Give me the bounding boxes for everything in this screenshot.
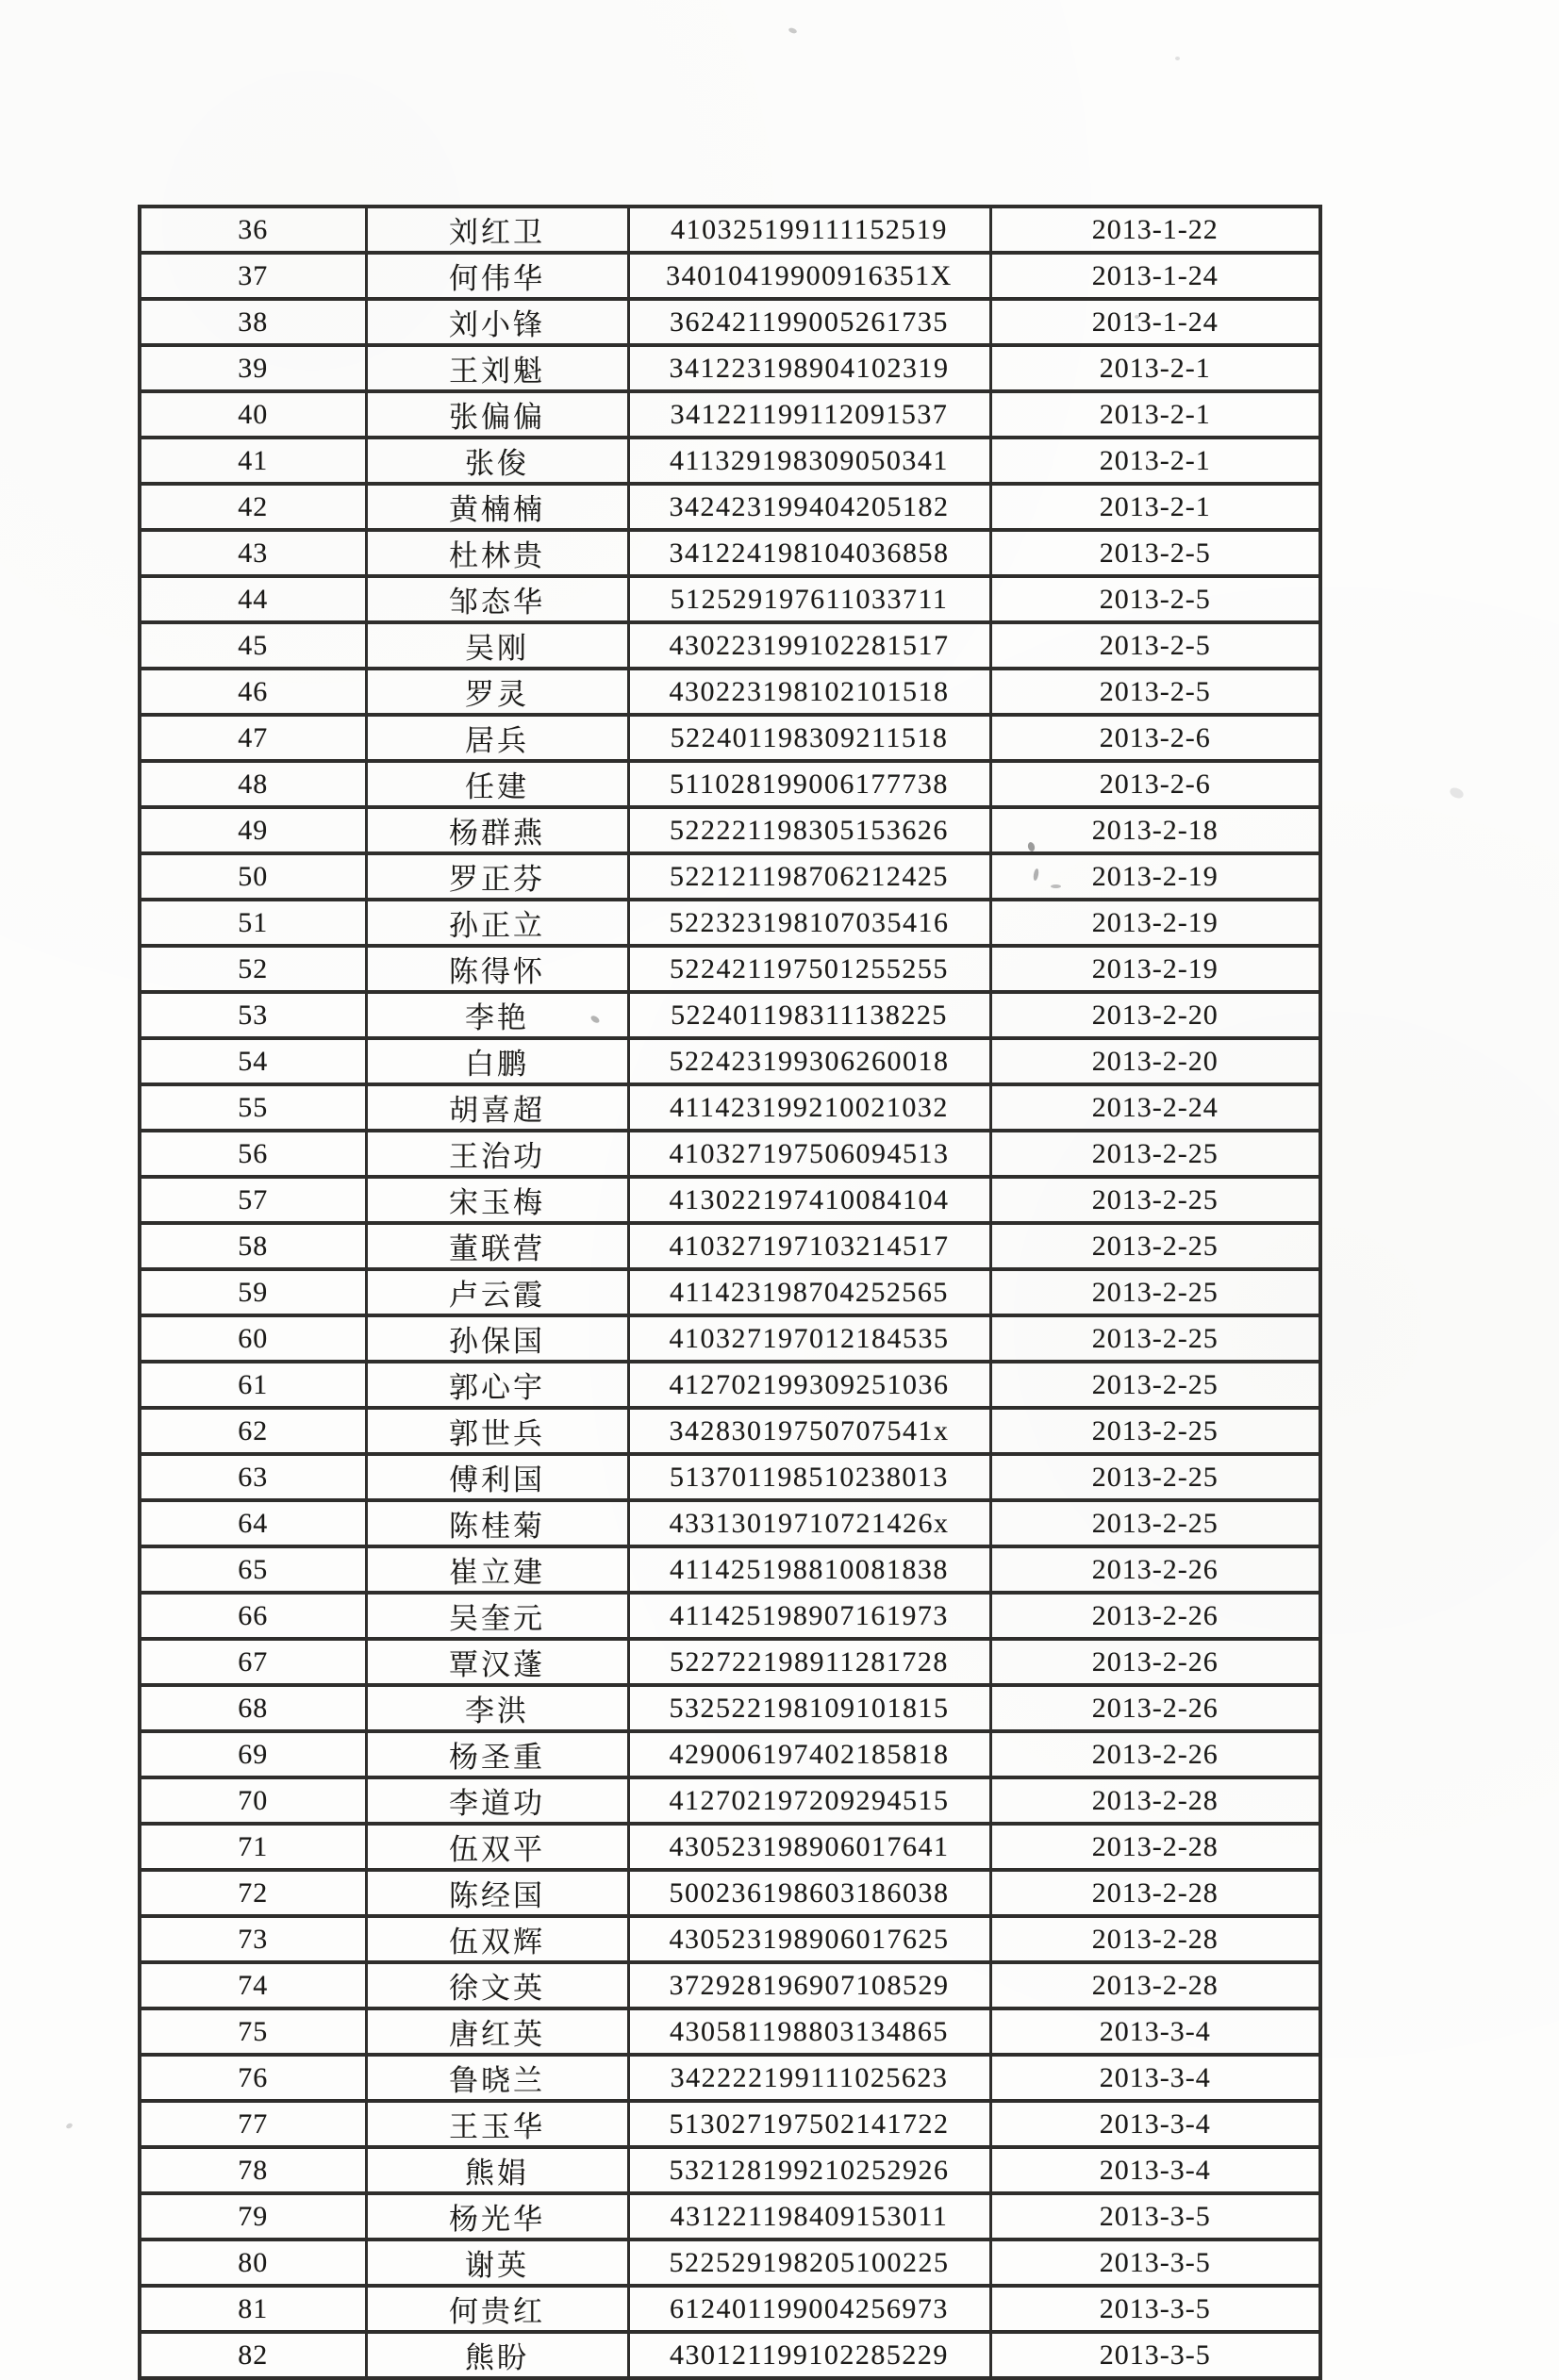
cell-date: 2013-2-25 [990,1500,1320,1546]
cell-date: 2013-2-25 [990,1131,1320,1177]
cell-no: 78 [140,2147,366,2193]
cell-name: 杨群燕 [366,807,628,853]
cell-date: 2013-3-5 [990,2286,1320,2332]
cell-no: 82 [140,2332,366,2378]
cell-no: 39 [140,345,366,391]
table-row [140,438,1320,484]
cell-date: 2013-2-26 [990,1685,1320,1731]
cell-date: 2013-1-24 [990,299,1320,345]
table-row [140,1962,1320,2008]
cell-id: 411423198704252565 [628,1269,990,1315]
cell-date: 2013-2-6 [990,715,1320,761]
cell-date: 2013-2-1 [990,438,1320,484]
cell-name: 王玉华 [366,2101,628,2147]
table-row [140,2193,1320,2240]
table-row [140,2147,1320,2193]
cell-id: 522323198107035416 [628,900,990,946]
table-row [140,345,1320,391]
cell-id: 410327197012184535 [628,1315,990,1362]
cell-no: 43 [140,530,366,576]
cell-date: 2013-1-22 [990,207,1320,253]
cell-date: 2013-2-19 [990,900,1320,946]
cell-id: 522421197501255255 [628,946,990,992]
cell-date: 2013-3-5 [990,2332,1320,2378]
cell-name: 李道功 [366,1777,628,1824]
cell-name: 郭心宇 [366,1362,628,1408]
table-row [140,761,1320,807]
cell-name: 张偏偏 [366,391,628,438]
cell-no: 56 [140,1131,366,1177]
cell-id: 511028199006177738 [628,761,990,807]
table-row [140,1269,1320,1315]
cell-name: 张俊 [366,438,628,484]
table-row [140,1131,1320,1177]
cell-date: 2013-3-5 [990,2240,1320,2286]
cell-no: 52 [140,946,366,992]
cell-no: 76 [140,2055,366,2101]
cell-no: 61 [140,1362,366,1408]
scan-speck [65,2123,74,2130]
cell-date: 2013-2-28 [990,1824,1320,1870]
cell-name: 陈经国 [366,1870,628,1916]
cell-date: 2013-2-1 [990,345,1320,391]
table-row [140,2286,1320,2332]
cell-date: 2013-2-26 [990,1593,1320,1639]
cell-name: 孙保国 [366,1315,628,1362]
cell-name: 陈桂菊 [366,1500,628,1546]
cell-id: 522221198305153626 [628,807,990,853]
cell-id: 411425198907161973 [628,1593,990,1639]
records-body [140,207,1320,2378]
cell-id: 342222199111025623 [628,2055,990,2101]
table-row [140,253,1320,299]
cell-no: 75 [140,2008,366,2055]
cell-date: 2013-2-20 [990,992,1320,1038]
cell-id: 34283019750707541x [628,1408,990,1454]
cell-date: 2013-2-26 [990,1546,1320,1593]
cell-date: 2013-2-5 [990,622,1320,669]
cell-no: 67 [140,1639,366,1685]
cell-name: 孙正立 [366,900,628,946]
cell-no: 36 [140,207,366,253]
cell-date: 2013-2-25 [990,1362,1320,1408]
cell-name: 胡喜超 [366,1084,628,1131]
cell-no: 49 [140,807,366,853]
cell-no: 42 [140,484,366,530]
cell-id: 412702197209294515 [628,1777,990,1824]
cell-no: 41 [140,438,366,484]
cell-no: 60 [140,1315,366,1362]
table-row [140,1177,1320,1223]
table-row [140,1038,1320,1084]
cell-id: 522121198706212425 [628,853,990,900]
cell-date: 2013-3-4 [990,2008,1320,2055]
cell-date: 2013-2-28 [990,1870,1320,1916]
cell-date: 2013-2-5 [990,530,1320,576]
cell-name: 罗正芬 [366,853,628,900]
cell-id: 411423199210021032 [628,1084,990,1131]
cell-name: 郭世兵 [366,1408,628,1454]
table-row [140,1777,1320,1824]
cell-id: 341224198104036858 [628,530,990,576]
cell-no: 57 [140,1177,366,1223]
cell-name: 覃汉蓬 [366,1639,628,1685]
scan-speck [1449,785,1466,800]
cell-name: 谢英 [366,2240,628,2286]
table-row [140,299,1320,345]
cell-id: 532522198109101815 [628,1685,990,1731]
cell-date: 2013-2-28 [990,1777,1320,1824]
table-row [140,992,1320,1038]
table-row [140,484,1320,530]
cell-no: 68 [140,1685,366,1731]
cell-name: 吴刚 [366,622,628,669]
cell-date: 2013-2-18 [990,807,1320,853]
cell-name: 李洪 [366,1685,628,1731]
cell-no: 64 [140,1500,366,1546]
cell-no: 66 [140,1593,366,1639]
cell-date: 2013-2-1 [990,484,1320,530]
cell-date: 2013-2-25 [990,1177,1320,1223]
cell-date: 2013-2-19 [990,946,1320,992]
cell-date: 2013-2-26 [990,1639,1320,1685]
cell-no: 62 [140,1408,366,1454]
table-row [140,1639,1320,1685]
cell-no: 44 [140,576,366,622]
cell-date: 2013-3-4 [990,2101,1320,2147]
cell-date: 2013-2-25 [990,1269,1320,1315]
table-row [140,1824,1320,1870]
table-row [140,853,1320,900]
cell-date: 2013-2-25 [990,1223,1320,1269]
table-row [140,1916,1320,1962]
cell-name: 伍双平 [366,1824,628,1870]
table-row [140,2008,1320,2055]
cell-no: 69 [140,1731,366,1777]
table-row [140,807,1320,853]
cell-date: 2013-1-24 [990,253,1320,299]
cell-no: 71 [140,1824,366,1870]
table-row [140,946,1320,992]
cell-date: 2013-2-25 [990,1315,1320,1362]
cell-date: 2013-2-28 [990,1962,1320,2008]
scan-speck [788,27,797,35]
cell-date: 2013-3-4 [990,2055,1320,2101]
cell-no: 48 [140,761,366,807]
cell-name: 杨光华 [366,2193,628,2240]
cell-name: 伍双辉 [366,1916,628,1962]
cell-name: 王治功 [366,1131,628,1177]
cell-name: 邹态华 [366,576,628,622]
cell-id: 34010419900916351X [628,253,990,299]
cell-no: 50 [140,853,366,900]
table-row [140,1084,1320,1131]
cell-id: 342423199404205182 [628,484,990,530]
cell-id: 410325199111152519 [628,207,990,253]
cell-date: 2013-2-25 [990,1408,1320,1454]
table-row [140,669,1320,715]
table-row [140,1731,1320,1777]
table-row [140,530,1320,576]
cell-name: 崔立建 [366,1546,628,1593]
cell-id: 522423199306260018 [628,1038,990,1084]
cell-id: 522401198311138225 [628,992,990,1038]
cell-no: 79 [140,2193,366,2240]
table-row [140,1593,1320,1639]
table-row [140,207,1320,253]
cell-date: 2013-2-1 [990,391,1320,438]
table-row [140,2055,1320,2101]
cell-name: 傅利国 [366,1454,628,1500]
cell-date: 2013-2-26 [990,1731,1320,1777]
cell-id: 362421199005261735 [628,299,990,345]
cell-date: 2013-2-28 [990,1916,1320,1962]
cell-no: 53 [140,992,366,1038]
table-row [140,1223,1320,1269]
cell-name: 陈得怀 [366,946,628,992]
cell-id: 410327197103214517 [628,1223,990,1269]
table-row [140,900,1320,946]
cell-id: 430581198803134865 [628,2008,990,2055]
records-table [138,205,1322,2380]
table-row [140,2240,1320,2286]
cell-id: 522401198309211518 [628,715,990,761]
cell-id: 429006197402185818 [628,1731,990,1777]
cell-name: 徐文英 [366,1962,628,2008]
cell-name: 黄楠楠 [366,484,628,530]
cell-name: 杨圣重 [366,1731,628,1777]
cell-no: 70 [140,1777,366,1824]
cell-date: 2013-2-24 [990,1084,1320,1131]
cell-id: 431221198409153011 [628,2193,990,2240]
cell-no: 77 [140,2101,366,2147]
cell-date: 2013-2-5 [990,576,1320,622]
cell-id: 430121199102285229 [628,2332,990,2378]
cell-no: 47 [140,715,366,761]
cell-id: 532128199210252926 [628,2147,990,2193]
cell-no: 81 [140,2286,366,2332]
cell-id: 612401199004256973 [628,2286,990,2332]
table-row [140,715,1320,761]
cell-id: 413022197410084104 [628,1177,990,1223]
cell-no: 40 [140,391,366,438]
cell-id: 430223199102281517 [628,622,990,669]
cell-date: 2013-2-20 [990,1038,1320,1084]
cell-id: 412702199309251036 [628,1362,990,1408]
cell-no: 73 [140,1916,366,1962]
cell-id: 341223198904102319 [628,345,990,391]
table-row [140,2101,1320,2147]
cell-id: 430223198102101518 [628,669,990,715]
table-row [140,1870,1320,1916]
cell-name: 唐红英 [366,2008,628,2055]
cell-id: 430523198906017625 [628,1916,990,1962]
cell-id: 522529198205100225 [628,2240,990,2286]
cell-no: 55 [140,1084,366,1131]
cell-no: 63 [140,1454,366,1500]
cell-id: 500236198603186038 [628,1870,990,1916]
cell-no: 46 [140,669,366,715]
cell-date: 2013-2-5 [990,669,1320,715]
cell-id: 372928196907108529 [628,1962,990,2008]
cell-name: 刘红卫 [366,207,628,253]
cell-id: 43313019710721426x [628,1500,990,1546]
cell-name: 何伟华 [366,253,628,299]
cell-id: 341221199112091537 [628,391,990,438]
cell-id: 512529197611033711 [628,576,990,622]
cell-id: 513701198510238013 [628,1454,990,1500]
table-row [140,2332,1320,2378]
table-row [140,1500,1320,1546]
cell-id: 513027197502141722 [628,2101,990,2147]
cell-name: 卢云霞 [366,1269,628,1315]
cell-name: 居兵 [366,715,628,761]
cell-name: 杜林贵 [366,530,628,576]
cell-date: 2013-2-6 [990,761,1320,807]
cell-no: 58 [140,1223,366,1269]
cell-name: 宋玉梅 [366,1177,628,1223]
cell-name: 李艳 [366,992,628,1038]
cell-name: 罗灵 [366,669,628,715]
cell-name: 任建 [366,761,628,807]
table-row [140,1362,1320,1408]
cell-date: 2013-2-25 [990,1454,1320,1500]
cell-no: 54 [140,1038,366,1084]
cell-no: 74 [140,1962,366,2008]
cell-name: 王刘魁 [366,345,628,391]
cell-name: 刘小锋 [366,299,628,345]
cell-id: 410327197506094513 [628,1131,990,1177]
cell-name: 董联营 [366,1223,628,1269]
cell-name: 何贵红 [366,2286,628,2332]
cell-no: 59 [140,1269,366,1315]
table-row [140,622,1320,669]
scan-speck [1175,57,1180,60]
cell-no: 45 [140,622,366,669]
table-row [140,1454,1320,1500]
cell-name: 吴奎元 [366,1593,628,1639]
cell-id: 430523198906017641 [628,1824,990,1870]
table-row [140,391,1320,438]
cell-date: 2013-3-4 [990,2147,1320,2193]
cell-no: 80 [140,2240,366,2286]
table-row [140,1408,1320,1454]
cell-no: 37 [140,253,366,299]
cell-id: 411329198309050341 [628,438,990,484]
cell-date: 2013-2-19 [990,853,1320,900]
cell-date: 2013-3-5 [990,2193,1320,2240]
cell-no: 38 [140,299,366,345]
cell-no: 65 [140,1546,366,1593]
cell-no: 72 [140,1870,366,1916]
cell-name: 鲁晓兰 [366,2055,628,2101]
table-row [140,576,1320,622]
table-row [140,1315,1320,1362]
cell-no: 51 [140,900,366,946]
cell-id: 411425198810081838 [628,1546,990,1593]
cell-name: 熊娟 [366,2147,628,2193]
table-row [140,1546,1320,1593]
cell-name: 熊盼 [366,2332,628,2378]
cell-name: 白鹏 [366,1038,628,1084]
table-row [140,1685,1320,1731]
cell-id: 522722198911281728 [628,1639,990,1685]
